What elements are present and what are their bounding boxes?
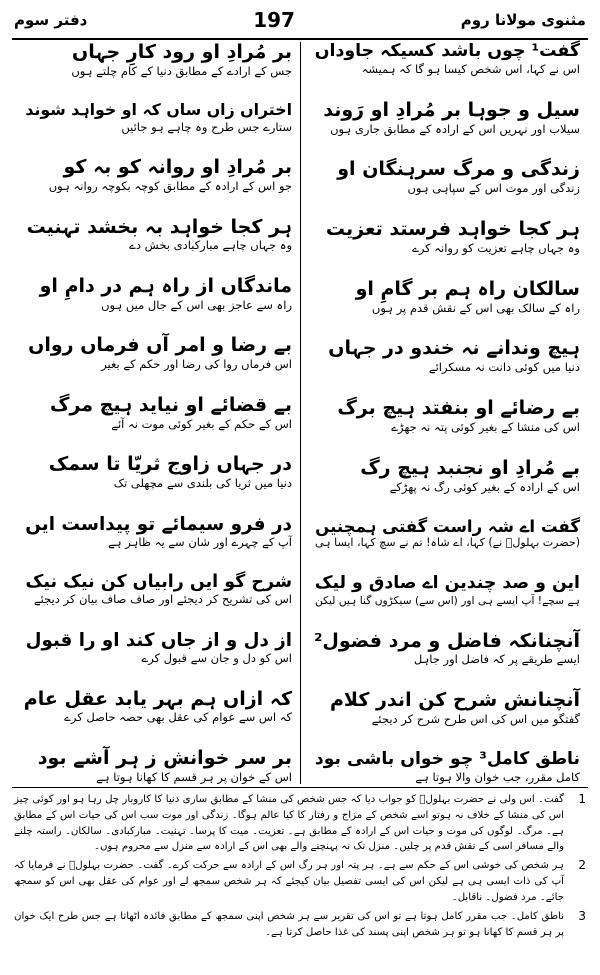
urdu-translation: اس کی منشا کے بغیر کوئی پتہ نہ جھڑے (391, 419, 580, 434)
urdu-translation: اس فرماں روا کی رضا اور حکم کے بغیر (101, 357, 292, 372)
verse-couplet (309, 458, 580, 494)
urdu-translation: جس کے ارادے کے مطابق دنیا کے کام چلتے ہوں (71, 63, 292, 78)
persian-verse: گفت¹ چوں باشد کسیکہ جاوداں (314, 41, 580, 61)
persian-verse: ہیچ وندانے نہ خندو در جہاں (328, 337, 580, 360)
persian-verse: بے مُرادِ او نجنبد ہیچ رگ (360, 456, 580, 479)
footnote (14, 792, 586, 855)
verse-couplet (20, 101, 292, 133)
urdu-translation: راہ کے سالک بھی اس کے نقش قدم پر ہوں (371, 300, 580, 315)
persian-verse: گفت اے شہ راست گفتی ہمچنیں (315, 517, 580, 537)
urdu-translation: دنیا میں کوئی دانت نہ مسکرائے (428, 360, 580, 375)
book-title: مثنوی مولانا روم (460, 11, 586, 29)
verse-couplet (309, 631, 580, 667)
persian-verse: ہر کجا خواہد بہ بخشد تہنیت (26, 215, 292, 238)
persian-verse: ہر کجا خواہد فرستد تعزیت (325, 218, 580, 241)
footnote-number: 3 (578, 908, 586, 923)
persian-verse: این و صد چندین اے صادق و لیک (314, 572, 580, 593)
persian-verse: زندگی و مرگ سرہنگان او (337, 158, 580, 181)
verse-couplet (309, 279, 580, 315)
urdu-translation: کامل مقرر، جب خوان والا ہوتا ہے (415, 769, 580, 784)
urdu-translation: راہ سے عاجز بھی اس کے جال میں ہوں (101, 297, 292, 312)
persian-verse: بے قضائے او نیاید ہیچ مرگ (50, 393, 292, 416)
verse-couplet (20, 335, 292, 371)
verse-couplet (309, 42, 580, 76)
urdu-translation: اس کے حکم کے بغیر کوئی موت نہ آئے (111, 416, 292, 431)
persian-verse: آنچنانکہ فاضل و مرد فضول² (314, 629, 580, 652)
persian-verse: بے رضا و امر آں فرماں رواں (28, 334, 292, 357)
footnote-text: ہر شخص کی خوشی اس کے حکم سے ہے۔ ہر پتہ اور ہر رگ اس کے ارادہ سے حرکت کرے۔ گفت۔ حضرت بہلولؒ نے فرمایا کہ آپ کی ذات ایسی ہی ہے لیکن اس کی ایسی تفصیل بیان کیجئے کہ ہر شخص سمجھ لے اور عوام کی عقل بھی اس کو سمجھ جائے۔ مرد فضول۔ ناقابل۔ (14, 860, 564, 903)
verse-couplet (20, 276, 292, 312)
urdu-translation: آپ کے چہرے اور شان سے یہ ظاہر ہے (108, 534, 292, 549)
persian-verse: بر مُرادِ او روانہ کو بہ کو (63, 156, 292, 179)
verse-couplet (309, 338, 580, 374)
urdu-translation: ایسے طریقے پر کہ فاضل اور جاہل (413, 652, 580, 667)
persian-verse: در فرو سیمائے تو پیداست ایں (25, 513, 292, 535)
verse-couplet (20, 217, 292, 253)
persian-verse: اختراں زاں ساں کہ او خواہد شوند (25, 100, 292, 120)
persian-verse: ماندگاں از راہ ہم در دامِ او (39, 274, 292, 297)
urdu-translation: زندگی اور موت اس کے سپاہی ہوں (407, 181, 580, 196)
volume-title: دفتر سوم (14, 11, 88, 29)
persian-verse: سالکان راہ ہم بر گامِ او (355, 277, 580, 300)
verse-couplet (20, 514, 292, 549)
persian-verse: کہ ازاں ہم بہر یابد عقل عام (23, 687, 292, 710)
urdu-translation: وہ جہاں چاہے تعزیت کو روانہ کرے (412, 240, 580, 255)
urdu-translation: کہ اس سے عوام کی عقل بھی حصہ حاصل کرے (64, 710, 292, 725)
header-divider (12, 38, 588, 40)
urdu-translation: اس کے ارادہ کے بغیر کوئی رگ نہ پھڑکے (389, 479, 580, 494)
verse-couplet (20, 630, 292, 665)
verse-couplet (309, 219, 580, 255)
urdu-translation: گفتگو میں اس کی اس طرح شرح کر دیجئے (371, 712, 580, 727)
persian-verse: ناطق کامل³ چو خواں باشی بود (314, 748, 580, 769)
verse-couplet (20, 157, 292, 193)
verse-couplet (20, 748, 292, 784)
persian-verse: بر مُرادِ او رود کارِ جہاں (72, 41, 292, 63)
persian-verse: در جہاں زاوج ثریّا تا سمک (48, 453, 292, 476)
urdu-translation: اس کے خوان پر ہر قسم کا کھانا ہوتا ہے (96, 769, 292, 784)
verse-couplet (309, 100, 580, 136)
footnote (14, 909, 586, 941)
urdu-translation: جو اس کے ارادہ کے مطابق کوچہ بکوچہ روانہ ہوں (48, 178, 292, 193)
persian-verse: بے رضائے او بنفتد ہیچ برگ (337, 397, 580, 420)
verse-couplet (309, 398, 580, 434)
verse-couplet (20, 689, 292, 725)
verse-couplet (20, 572, 292, 606)
urdu-translation: ستارے جس طرح وہ چاہے ہو جائیں (121, 119, 292, 134)
urdu-translation: اس کو دل و جان سے قبول کرے (141, 650, 292, 665)
urdu-translation: اس کی تشریح کر دیجئے اور صاف صاف بیان کر دیجئے (33, 592, 292, 607)
verse-couplet (309, 690, 580, 726)
urdu-translation: دنیا میں ثریا کی بلندی سے مچھلی تک (113, 475, 292, 490)
footnotes (14, 792, 586, 969)
page-header (14, 4, 586, 36)
page-number: 197 (253, 8, 295, 32)
footnote-number: 1 (578, 792, 586, 806)
verse-couplet (309, 750, 580, 784)
urdu-translation: سیلاب اور نہریں اس کے ارادہ کے مطابق جاری ہوں (330, 121, 580, 136)
verse-couplet (20, 454, 292, 490)
persian-verse: شرح گو ایں رابیاں کن نیک نیک (25, 572, 292, 593)
verse-couplet (309, 574, 580, 607)
persian-verse: بر سر خوانش ز ہر آشے بود (37, 746, 292, 769)
persian-verse: سیل و جوہا بر مُرادِ او رَوند (323, 98, 580, 121)
verse-couplet (20, 42, 292, 78)
urdu-translation: ہے سچے! آپ ایسے ہی اور (اس سے) سیکڑوں گنا ہیں لیکن (314, 593, 580, 607)
persian-verse: آنچنانش شرح کن اندر کلام (330, 689, 580, 712)
footnote-text: ناطق کامل۔ جب مقرر کامل ہوتا ہے تو اس کی تقریر سے ہر شخص اپنی سمجھ کے مطابق فائدہ اٹھاتا ہے جس طرح ایک خوان پر ہر قسم کا کھانا ہو تو ہر شخص اپنی پسند کی غذا حاصل کرتا ہے۔ (14, 910, 564, 938)
footnote-divider (12, 787, 588, 788)
footnote (14, 858, 586, 905)
verse-column-right (300, 42, 588, 784)
urdu-translation: وہ جہاں چاہے مبارکبادی بخش دے (129, 238, 292, 253)
verse-couplet (309, 517, 580, 550)
verse-columns (12, 42, 588, 784)
footnote-text: گفت۔ اس ولی نے حضرت بہلولؒ کو جواب دیا کہ جس شخص کی منشا کے مطابق ساری دنیا کا کاروبار چل رہا ہو اور کوئی چیز اس کی منشا کے خلاف نہ ہوتو اسے شخص کے مزاج و رفتار کا کیا عالم ہوگا۔ زندگی اور موت سب اس کی حیات اس کے مطابق ہے۔ مرگ۔ لوگوں کی موت و حیات اس کے ارادہ کے مطابق ہے۔ تعزیت۔ میت کا پرسا۔ تہنیت۔ مبارکبادی۔ سالکان۔ راستہ چلنے والے مسافر اسی کے نقش قدم پر چلیں۔ منزل تک نہ پہنچنے والے بھی اس کے ارادہ سے منزل سے محروم ہوں۔ (14, 794, 564, 853)
urdu-translation: اس نے کہا، اس شخص کیسا ہو گا کہ ہمیشہ (361, 61, 580, 76)
urdu-translation: (حضرت بہلولؒ نے) کہا، اے شاہ! تم نے سچ کہا، ایسا ہی (314, 536, 580, 550)
verse-couplet (309, 159, 580, 195)
footnote-number: 2 (578, 858, 586, 873)
persian-verse: از دل و از جاں کند او را قبول (25, 629, 292, 651)
verse-couplet (20, 395, 292, 431)
verse-column-left (12, 42, 300, 784)
